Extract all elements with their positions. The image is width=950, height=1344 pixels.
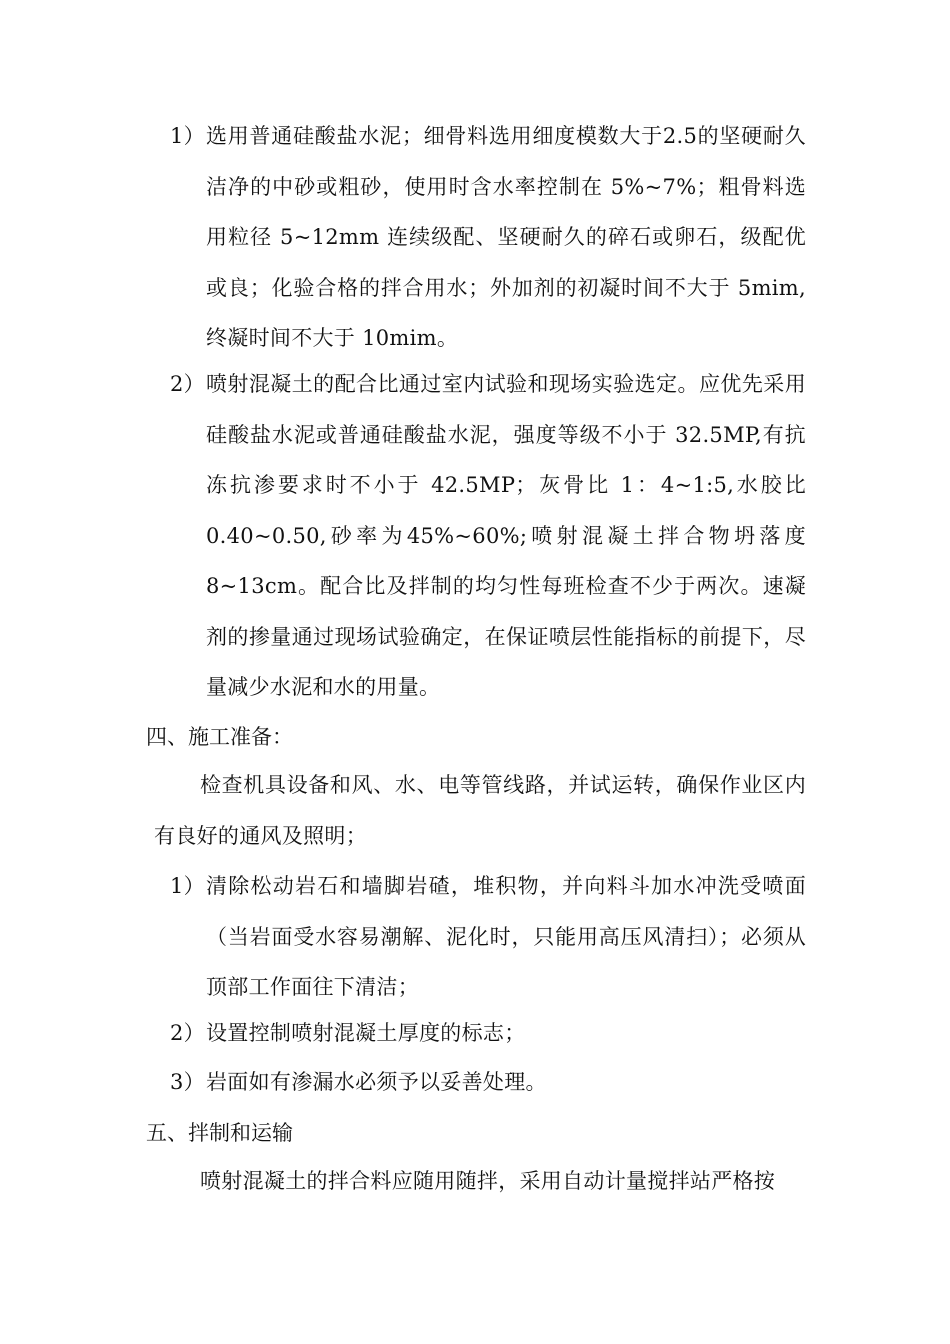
paragraph-text: 喷射混凝土的拌合料应随用随拌，采用自动计量搅拌站严格按 (200, 1169, 776, 1193)
paragraph-text: 检查机具设备和风、水、电等管线路，并试运转，确保作业区内有良好的通风及照明； (154, 773, 806, 848)
list-item-2 (170, 359, 810, 713)
section-heading-4: 四、施工准备： (146, 725, 293, 749)
section-4-item-3 (170, 1057, 810, 1108)
list-item-text: 清除松动岩石和墙脚岩碴，堆积物，并向料斗加水冲洗受喷面（当岩面受水容易潮解、泥化时，只能用高压风清扫）；必须从顶部工作面往下清洁； (206, 874, 806, 999)
list-item-text: 岩面如有渗漏水必须予以妥善处理。 (206, 1070, 547, 1094)
list-item-number: 3） (170, 1070, 205, 1094)
section-5-intro (154, 1156, 806, 1207)
list-item-1 (170, 111, 810, 364)
list-item-number: 1） (170, 874, 205, 898)
section-4-item-2 (170, 1008, 810, 1059)
section-4-intro (154, 760, 806, 861)
list-item-number: 2） (170, 372, 205, 396)
section-heading-5: 五、拌制和运输 (146, 1121, 293, 1145)
list-item-number: 2） (170, 1021, 205, 1045)
list-item-number: 1） (170, 124, 205, 148)
list-item-text: 喷射混凝土的配合比通过室内试验和现场实验选定。应优先采用硅酸盐水泥或普通硅酸盐水泥，强度等级不小于 32.5MP,有抗冻抗渗要求时不小于 42.5MP；灰骨比 1：4~1:5,水胶比0.40~0.50,砂率为45%~60%;喷射混凝土拌合物坍落度8~13cm。配合比及拌制的均匀性每班检查不少于两次。速凝剂的掺量通过现场试验确定，在保证喷层性能指标的前提下，尽量减少水泥和水的用量。 (206, 372, 806, 699)
section-4-item-1 (170, 861, 810, 1013)
list-item-text: 选用普通硅酸盐水泥；细骨料选用细度模数大于2.5的坚硬耐久洁净的中砂或粗砂，使用时含水率控制在 5%~7%；粗骨料选用粒径 5~12mm 连续级配、坚硬耐久的碎石或卵石，级配优或良；化验合格的拌合用水；外加剂的初凝时间不大于 5mim,终凝时间不大于 10mim。 (206, 124, 806, 350)
list-item-text: 设置控制喷射混凝土厚度的标志； (206, 1021, 526, 1045)
